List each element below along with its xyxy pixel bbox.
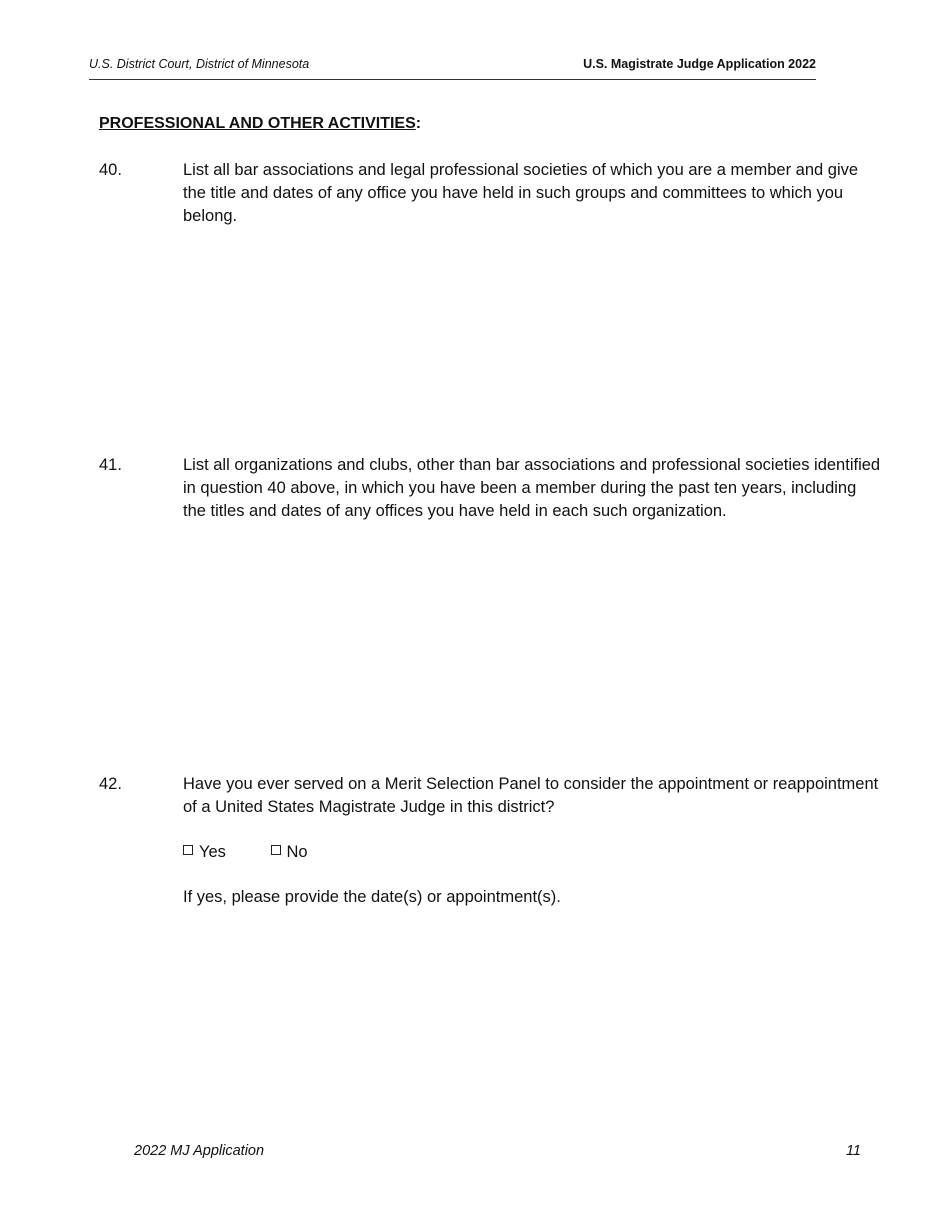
page-header [89, 57, 816, 80]
yes-label: Yes [199, 843, 226, 861]
yes-no-options [183, 841, 348, 864]
question-number: 40. [99, 161, 122, 179]
followup-instruction: If yes, please provide the date(s) or appointment(s). [183, 888, 561, 906]
no-checkbox[interactable] [271, 845, 281, 855]
yes-option[interactable] [183, 841, 226, 864]
question-text: List all bar associations and legal professional societies of which you are a member and give the title and dates of any office you have held in such groups and committees to which you belong. [183, 161, 859, 225]
no-option[interactable] [271, 841, 308, 864]
section-heading-text: PROFESSIONAL AND OTHER ACTIVITIES [99, 115, 416, 132]
page-number: 11 [845, 1143, 861, 1159]
footer-document-name: 2022 MJ Application [134, 1143, 265, 1159]
application-title: U.S. Magistrate Judge Application 2022 [583, 57, 816, 71]
yes-checkbox[interactable] [183, 845, 193, 855]
section-heading [99, 115, 421, 133]
question-text: List all organizations and clubs, other than bar associations and professional societies identified in question 40 above, in which you have been a member during the past ten years, including the titles and dates of any offices you have held in each such organization. [183, 456, 881, 520]
court-name: U.S. District Court, District of Minnesota [89, 57, 310, 71]
no-label: No [286, 843, 308, 861]
question-number: 42. [99, 775, 122, 793]
question-number: 41. [99, 456, 122, 474]
question-text: Have you ever served on a Merit Selection Panel to consider the appointment or reappointment of a United States Magistrate Judge in this district? [183, 775, 879, 816]
section-heading-colon: : [415, 115, 422, 132]
